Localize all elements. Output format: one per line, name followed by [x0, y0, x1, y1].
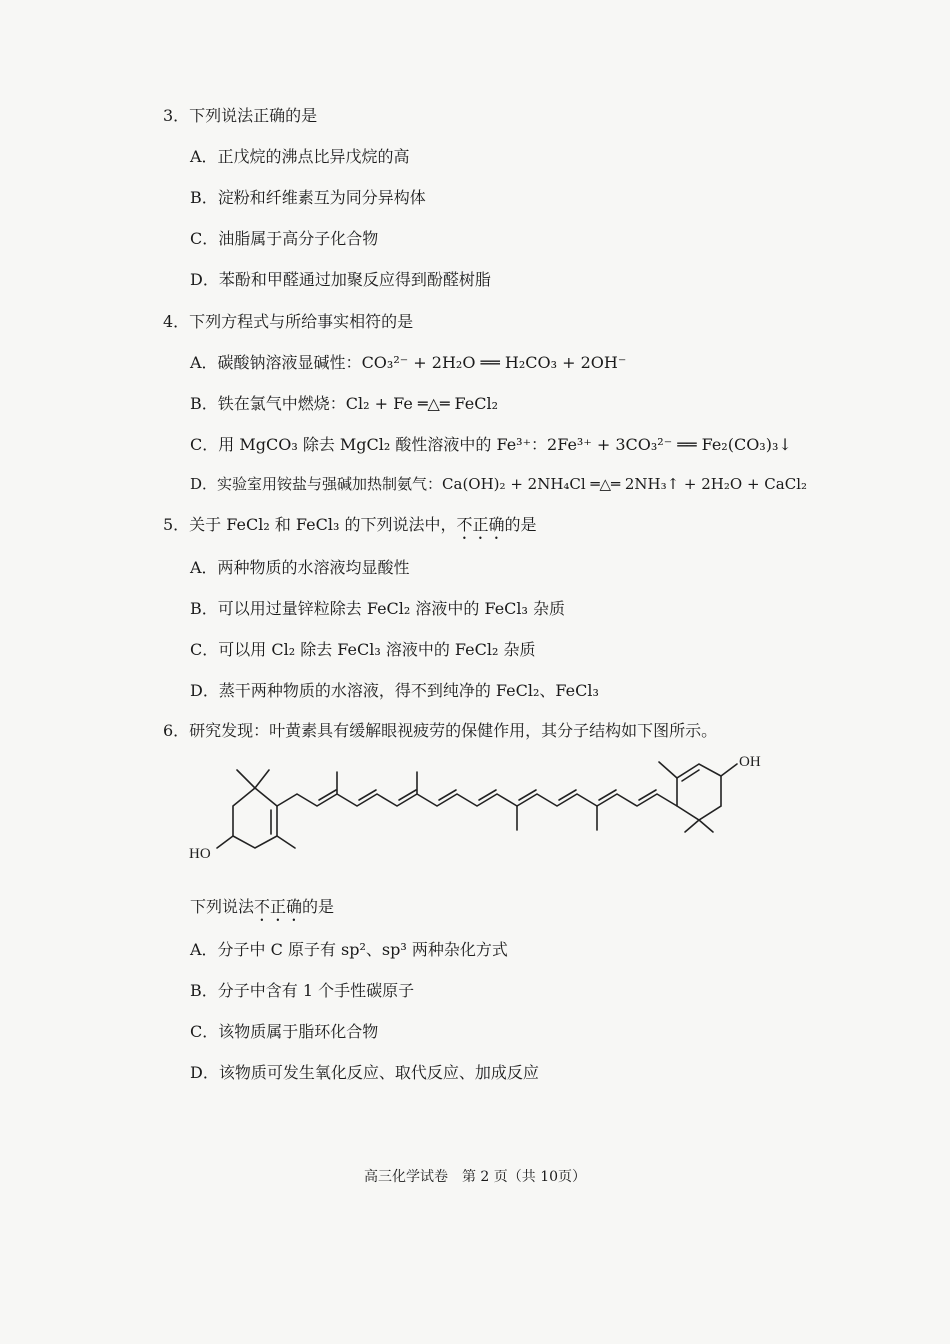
q5-stem-post: 的是	[504, 515, 537, 534]
q6-substem-pre: 下列说法	[190, 897, 255, 916]
q3-option-d: D．苯酚和甲醛通过加聚反应得到酚醛树脂	[190, 270, 491, 289]
q4-option-c-equation: 2Fe³⁺ + 3CO₃²⁻ ══ Fe₂(CO₃)₃↓	[547, 435, 792, 454]
q4-option-c	[190, 435, 792, 455]
q6-substem-post: 的是	[302, 897, 335, 916]
lutein-structure-diagram	[185, 748, 775, 878]
q4-option-b-equation: Cl₂ + Fe ═△═ FeCl₂	[345, 394, 499, 413]
q4-option-b-text: B．铁在氯气中燃烧：	[190, 394, 346, 413]
q6-stem: 6．研究发现：叶黄素具有缓解眼视疲劳的保健作用，其分子结构如下图所示。	[163, 721, 718, 740]
q4-option-c-text: C．用 MgCO₃ 除去 MgCl₂ 酸性溶液中的 Fe³⁺：	[190, 435, 548, 454]
q5-option-b: B．可以用过量锌粒除去 FeCl₂ 溶液中的 FeCl₃ 杂质	[190, 599, 566, 618]
q5-stem-pre: 5．关于 FeCl₂ 和 FeCl₃ 的下列说法中，	[163, 515, 457, 534]
q4-option-a-equation: CO₃²⁻ + 2H₂O ══ H₂CO₃ + 2OH⁻	[361, 353, 627, 372]
q3-option-b: B．淀粉和纤维素互为同分异构体	[190, 188, 426, 207]
q4-option-d-text: D．实验室用铵盐与强碱加热制氨气：	[190, 475, 443, 493]
mol-oh-left: HO	[189, 846, 211, 862]
q6-option-d: D．该物质可发生氧化反应、取代反应、加成反应	[190, 1063, 539, 1082]
q4-option-a	[190, 353, 626, 373]
q4-option-d	[190, 474, 807, 494]
q4-option-d-equation: Ca(OH)₂ + 2NH₄Cl ═△═ 2NH₃↑ + 2H₂O + CaCl₂	[442, 475, 808, 493]
q3-option-a: A．正戊烷的沸点比异戊烷的高	[190, 147, 410, 166]
q5-option-c: C．可以用 Cl₂ 除去 FeCl₃ 溶液中的 FeCl₂ 杂质	[190, 640, 536, 659]
q6-option-b: B．分子中含有 1 个手性碳原子	[190, 981, 415, 1000]
q4-option-a-text: A．碳酸钠溶液显碱性：	[190, 353, 362, 372]
q4-stem: 4．下列方程式与所给事实相符的是	[163, 312, 414, 331]
q3-stem: 3．下列说法正确的是	[163, 106, 318, 125]
q3-option-c: C．油脂属于高分子化合物	[190, 229, 379, 248]
q4-option-b	[190, 394, 498, 414]
page-footer: 高三化学试卷 第 2 页（共 10页）	[363, 1169, 587, 1185]
q6-option-c: C．该物质属于脂环化合物	[190, 1022, 379, 1041]
q5-stem-emphasis: 不正确	[456, 515, 505, 534]
q5-option-d: D．蒸干两种物质的水溶液，得不到纯净的 FeCl₂、FeCl₃	[190, 681, 599, 700]
q6-substem	[190, 897, 334, 925]
q6-option-a: A．分子中 C 原子有 sp²、sp³ 两种杂化方式	[190, 940, 508, 959]
q5-option-a: A．两种物质的水溶液均显酸性	[190, 558, 410, 577]
q5-stem	[163, 515, 537, 543]
mol-oh-right: OH	[739, 754, 761, 770]
q6-substem-emphasis: 不正确	[254, 897, 303, 916]
